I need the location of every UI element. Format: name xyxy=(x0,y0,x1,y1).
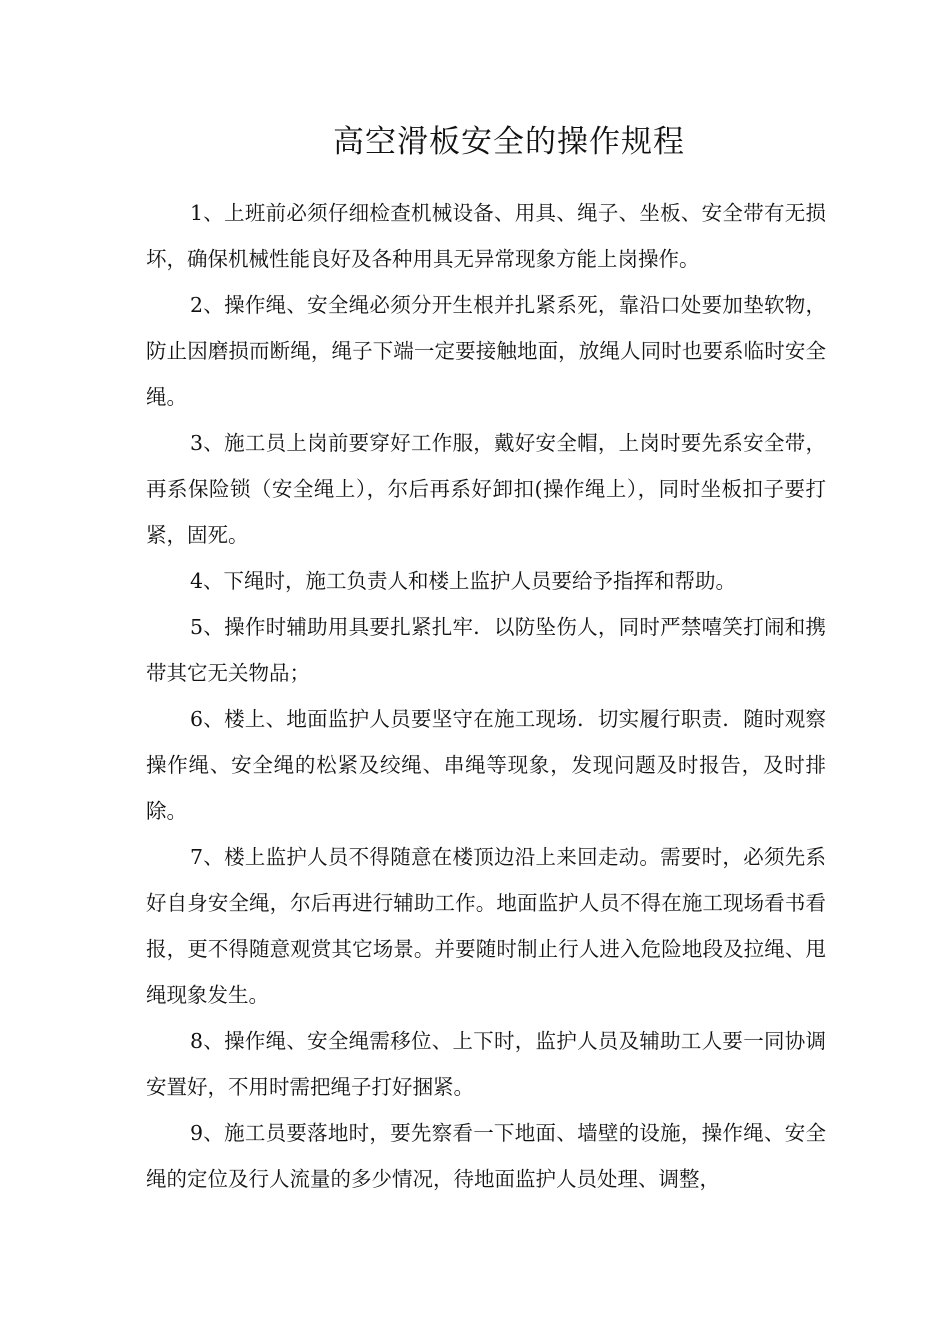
paragraph-8: 8、操作绳、安全绳需移位、上下时，监护人员及辅助工人要一同协调安置好，不用时需把绳子打好捆紧。 xyxy=(146,1029,826,1099)
paragraph-3: 3、施工员上岗前要穿好工作服，戴好安全帽，上岗时要先系安全带，再系保险锁（安全绳上），尔后再系好卸扣(操作绳上），同时坐板扣子要打紧，固死。 xyxy=(146,431,826,547)
document-title: 高空滑板安全的操作规程 xyxy=(333,124,685,160)
document-page xyxy=(146,116,826,1202)
paragraph-2: 2、操作绳、安全绳必须分开生根并扎紧系死，靠沿口处要加垫软物，防止因磨损而断绳，绳子下端一定要接触地面，放绳人同时也要系临时安全绳。 xyxy=(146,293,826,409)
paragraph-5: 5、操作时辅助用具要扎紧扎牢．以防坠伤人，同时严禁嘻笑打闹和携带其它无关物品； xyxy=(146,615,826,685)
paragraph-1: 1、上班前必须仔细检查机械设备、用具、绳子、坐板、安全带有无损坏，确保机械性能良好及各种用具无异常现象方能上岗操作。 xyxy=(146,201,826,271)
paragraph-4: 4、下绳时，施工负责人和楼上监护人员要给予指挥和帮助。 xyxy=(190,569,737,593)
paragraph-9: 9、施工员要落地时，要先察看一下地面、墙壁的设施，操作绳、安全绳的定位及行人流量的多少情况，待地面监护人员处理、调整， xyxy=(146,1121,826,1191)
paragraph-6: 6、楼上、地面监护人员要坚守在施工现场．切实履行职责．随时观察操作绳、安全绳的松紧及绞绳、串绳等现象，发现问题及时报告，及时排除。 xyxy=(146,707,826,823)
paragraph-7: 7、楼上监护人员不得随意在楼顶边沿上来回走动。需要时，必须先系好自身安全绳，尔后再进行辅助工作。地面监护人员不得在施工现场看书看报，更不得随意观赏其它场景。并要随时制止行人进入危险地段及拉绳、甩绳现象发生。 xyxy=(146,845,826,1007)
